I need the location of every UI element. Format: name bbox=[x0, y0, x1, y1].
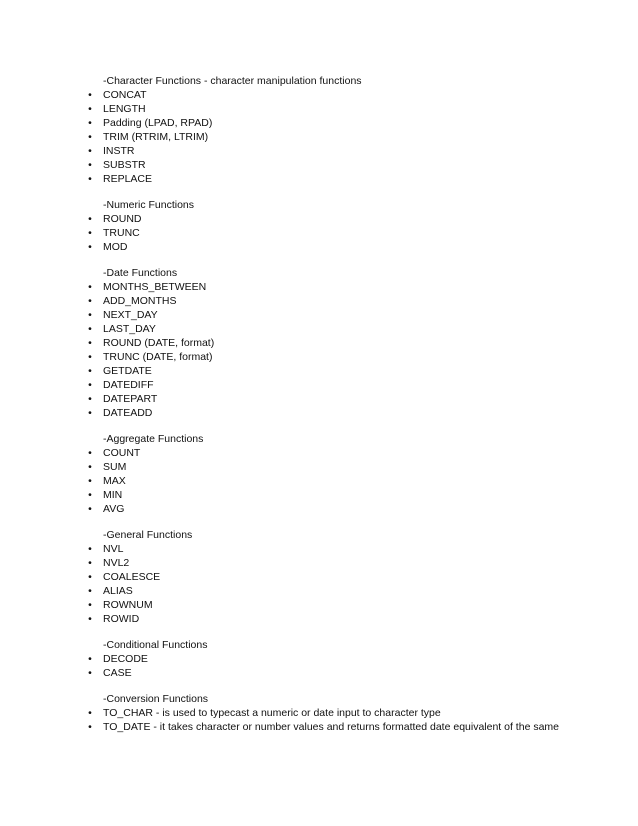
list-item bbox=[0, 612, 638, 626]
bullet-icon: • bbox=[88, 145, 92, 157]
list-item-text: MONTHS_BETWEEN bbox=[103, 281, 207, 293]
section-date-functions bbox=[0, 266, 638, 420]
list-item bbox=[0, 584, 638, 598]
list-item bbox=[0, 488, 638, 502]
list-item-text: CASE bbox=[103, 667, 132, 679]
bullet-icon: • bbox=[88, 351, 92, 363]
list-item-text: CONCAT bbox=[103, 89, 147, 101]
list-item-text: NVL2 bbox=[103, 557, 130, 569]
bullet-icon: • bbox=[88, 323, 92, 335]
list-item bbox=[0, 556, 638, 570]
list-item bbox=[0, 460, 638, 474]
bullet-icon: • bbox=[88, 653, 92, 665]
list-item-text: TRUNC (DATE, format) bbox=[103, 351, 213, 363]
bullet-icon: • bbox=[88, 667, 92, 679]
bullet-icon: • bbox=[88, 159, 92, 171]
bullet-icon: • bbox=[88, 721, 92, 733]
list-item bbox=[0, 474, 638, 488]
list-item bbox=[0, 336, 638, 350]
list-item-text: ROWID bbox=[103, 613, 140, 625]
bullet-icon: • bbox=[88, 571, 92, 583]
bullet-icon: • bbox=[88, 89, 92, 101]
list-item bbox=[0, 226, 638, 240]
bullet-icon: • bbox=[88, 447, 92, 459]
bullet-icon: • bbox=[88, 173, 92, 185]
section-title: -General Functions bbox=[103, 529, 193, 541]
list-item bbox=[0, 392, 638, 406]
list-item-text: MAX bbox=[103, 475, 126, 487]
list-item-text: TO_DATE - it takes character or number values and returns formatted date equivalent of the same bbox=[103, 721, 560, 733]
bullet-icon: • bbox=[88, 117, 92, 129]
list-item-text: DATEDIFF bbox=[103, 379, 154, 391]
list-item-text: ROWNUM bbox=[103, 599, 153, 611]
bullet-icon: • bbox=[88, 393, 92, 405]
list-item-text: ROUND bbox=[103, 213, 142, 225]
list-item bbox=[0, 280, 638, 294]
document-content bbox=[0, 74, 638, 746]
list-item bbox=[0, 322, 638, 336]
section-general-functions bbox=[0, 528, 638, 626]
bullet-icon: • bbox=[88, 227, 92, 239]
bullet-icon: • bbox=[88, 461, 92, 473]
bullet-icon: • bbox=[88, 309, 92, 321]
section-title: -Conditional Functions bbox=[103, 639, 208, 651]
bullet-icon: • bbox=[88, 213, 92, 225]
bullet-icon: • bbox=[88, 599, 92, 611]
list-item-text: ADD_MONTHS bbox=[103, 295, 177, 307]
bullet-icon: • bbox=[88, 131, 92, 143]
section-character-functions bbox=[0, 74, 638, 186]
list-item bbox=[0, 240, 638, 254]
bullet-icon: • bbox=[88, 407, 92, 419]
section-title: -Date Functions bbox=[103, 267, 178, 279]
list-item-text: REPLACE bbox=[103, 173, 153, 185]
bullet-icon: • bbox=[88, 543, 92, 555]
list-item-text: LAST_DAY bbox=[103, 323, 156, 335]
list-item-text: TRUNC bbox=[103, 227, 140, 239]
list-item bbox=[0, 570, 638, 584]
list-item-text: DECODE bbox=[103, 653, 148, 665]
section-title: -Numeric Functions bbox=[103, 199, 195, 211]
list-item-text: Padding (LPAD, RPAD) bbox=[103, 117, 213, 129]
list-item bbox=[0, 706, 638, 720]
list-item bbox=[0, 144, 638, 158]
bullet-icon: • bbox=[88, 241, 92, 253]
list-item bbox=[0, 116, 638, 130]
list-item bbox=[0, 666, 638, 680]
bullet-icon: • bbox=[88, 707, 92, 719]
bullet-icon: • bbox=[88, 585, 92, 597]
list-item-text: NEXT_DAY bbox=[103, 309, 158, 321]
bullet-icon: • bbox=[88, 613, 92, 625]
list-item-text: AVG bbox=[103, 503, 125, 515]
section-conditional-functions bbox=[0, 638, 638, 680]
bullet-icon: • bbox=[88, 475, 92, 487]
list-item-text: INSTR bbox=[103, 145, 135, 157]
bullet-icon: • bbox=[88, 281, 92, 293]
section-numeric-functions bbox=[0, 198, 638, 254]
list-item bbox=[0, 350, 638, 364]
bullet-icon: • bbox=[88, 489, 92, 501]
list-item bbox=[0, 598, 638, 612]
list-item-text: SUBSTR bbox=[103, 159, 146, 171]
list-item bbox=[0, 88, 638, 102]
list-item-text: SUM bbox=[103, 461, 127, 473]
bullet-icon: • bbox=[88, 365, 92, 377]
list-item-text: ROUND (DATE, format) bbox=[103, 337, 215, 349]
list-item bbox=[0, 102, 638, 116]
bullet-icon: • bbox=[88, 379, 92, 391]
list-item bbox=[0, 364, 638, 378]
bullet-icon: • bbox=[88, 557, 92, 569]
section-aggregate-functions bbox=[0, 432, 638, 516]
bullet-icon: • bbox=[88, 295, 92, 307]
list-item-text: ALIAS bbox=[103, 585, 133, 597]
section-title: -Aggregate Functions bbox=[103, 433, 204, 445]
list-item-text: MIN bbox=[103, 489, 123, 501]
list-item-text: TRIM (RTRIM, LTRIM) bbox=[103, 131, 209, 143]
bullet-icon: • bbox=[88, 103, 92, 115]
section-conversion-functions bbox=[0, 692, 638, 734]
list-item bbox=[0, 502, 638, 516]
list-item bbox=[0, 720, 638, 734]
list-item bbox=[0, 308, 638, 322]
bullet-icon: • bbox=[88, 503, 92, 515]
list-item bbox=[0, 158, 638, 172]
list-item bbox=[0, 212, 638, 226]
list-item bbox=[0, 406, 638, 420]
bullet-icon: • bbox=[88, 337, 92, 349]
list-item-text: LENGTH bbox=[103, 103, 146, 115]
list-item-text: NVL bbox=[103, 543, 124, 555]
list-item-text: COALESCE bbox=[103, 571, 161, 583]
list-item bbox=[0, 130, 638, 144]
list-item-text: DATEPART bbox=[103, 393, 158, 405]
section-title: -Character Functions - character manipulation functions bbox=[103, 75, 362, 87]
list-item bbox=[0, 542, 638, 556]
list-item bbox=[0, 652, 638, 666]
list-item-text: MOD bbox=[103, 241, 128, 253]
list-item-text: COUNT bbox=[103, 447, 141, 459]
list-item bbox=[0, 294, 638, 308]
list-item bbox=[0, 446, 638, 460]
list-item bbox=[0, 172, 638, 186]
list-item-text: GETDATE bbox=[103, 365, 152, 377]
section-title: -Conversion Functions bbox=[103, 693, 209, 705]
list-item-text: TO_CHAR - is used to typecast a numeric or date input to character type bbox=[103, 707, 441, 719]
list-item bbox=[0, 378, 638, 392]
list-item-text: DATEADD bbox=[103, 407, 153, 419]
